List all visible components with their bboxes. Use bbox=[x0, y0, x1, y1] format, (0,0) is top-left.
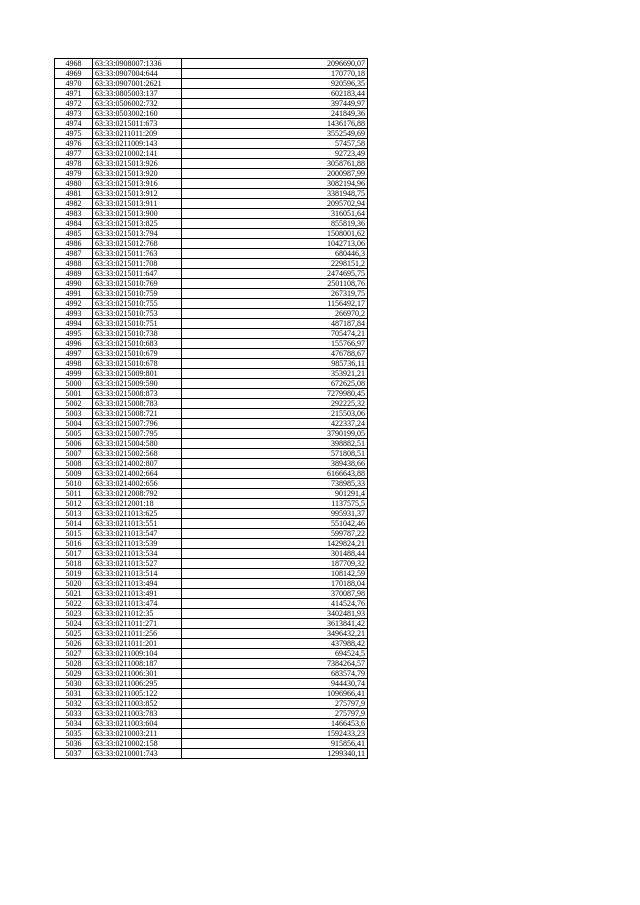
cadastral-number-cell: 63:33:0215011:763 bbox=[93, 249, 182, 259]
cadastral-number-cell: 63:33:0211009:143 bbox=[93, 139, 182, 149]
row-number-cell: 4971 bbox=[55, 89, 93, 99]
cadastral-number-cell: 63:33:0211013:539 bbox=[93, 539, 182, 549]
row-number-cell: 4990 bbox=[55, 279, 93, 289]
cadastral-value-cell: 602183,44 bbox=[182, 89, 368, 99]
cadastral-number-cell: 63:33:0215010:683 bbox=[93, 339, 182, 349]
cadastral-value-cell: 1137575,5 bbox=[182, 499, 368, 509]
row-number-cell: 5036 bbox=[55, 739, 93, 749]
cadastral-value-cell: 476788,67 bbox=[182, 349, 368, 359]
cadastral-value-cell: 3496432,21 bbox=[182, 629, 368, 639]
cadastral-number-cell: 63:33:0214002:664 bbox=[93, 469, 182, 479]
row-number-cell: 4999 bbox=[55, 369, 93, 379]
table-row bbox=[55, 539, 368, 549]
cadastral-value-cell: 92723,49 bbox=[182, 149, 368, 159]
cadastral-value-cell: 1299340,11 bbox=[182, 749, 368, 759]
cadastral-value-cell: 2474695,75 bbox=[182, 269, 368, 279]
row-number-cell: 5022 bbox=[55, 599, 93, 609]
table-row bbox=[55, 749, 368, 759]
cadastral-number-cell: 63:33:0215009:590 bbox=[93, 379, 182, 389]
table-row bbox=[55, 729, 368, 739]
cadastral-value-cell: 3402481,93 bbox=[182, 609, 368, 619]
cadastral-value-cell: 680446,3 bbox=[182, 249, 368, 259]
table-row bbox=[55, 219, 368, 229]
cadastral-number-cell: 63:33:0211013:547 bbox=[93, 529, 182, 539]
table-row bbox=[55, 339, 368, 349]
cadastral-number-cell: 63:33:0211013:551 bbox=[93, 519, 182, 529]
row-number-cell: 5026 bbox=[55, 639, 93, 649]
cadastral-number-cell: 63:33:0907004:644 bbox=[93, 69, 182, 79]
row-number-cell: 4993 bbox=[55, 309, 93, 319]
cadastral-number-cell: 63:33:0805003:137 bbox=[93, 89, 182, 99]
cadastral-number-cell: 63:33:0211013:474 bbox=[93, 599, 182, 609]
table-row bbox=[55, 739, 368, 749]
cadastral-number-cell: 63:33:0211011:271 bbox=[93, 619, 182, 629]
cadastral-value-cell: 6166643,88 bbox=[182, 469, 368, 479]
row-number-cell: 4976 bbox=[55, 139, 93, 149]
row-number-cell: 5000 bbox=[55, 379, 93, 389]
row-number-cell: 5033 bbox=[55, 709, 93, 719]
row-number-cell: 4988 bbox=[55, 259, 93, 269]
cadastral-number-cell: 63:33:0215010:679 bbox=[93, 349, 182, 359]
cadastral-number-cell: 63:33:0211008:187 bbox=[93, 659, 182, 669]
table-row bbox=[55, 589, 368, 599]
table-row bbox=[55, 449, 368, 459]
table-row bbox=[55, 69, 368, 79]
table-row bbox=[55, 279, 368, 289]
table-row bbox=[55, 299, 368, 309]
cadastral-number-cell: 63:33:0215010:751 bbox=[93, 319, 182, 329]
cadastral-number-cell: 63:33:0211013:514 bbox=[93, 569, 182, 579]
row-number-cell: 4989 bbox=[55, 269, 93, 279]
cadastral-number-cell: 63:33:0210002:158 bbox=[93, 739, 182, 749]
cadastral-number-cell: 63:33:0215012:768 bbox=[93, 239, 182, 249]
row-number-cell: 4968 bbox=[55, 59, 93, 69]
cadastral-value-cell: 389438,66 bbox=[182, 459, 368, 469]
table-row bbox=[55, 159, 368, 169]
row-number-cell: 4985 bbox=[55, 229, 93, 239]
cadastral-number-cell: 63:33:0215013:794 bbox=[93, 229, 182, 239]
table-row bbox=[55, 329, 368, 339]
cadastral-value-cell: 422337,24 bbox=[182, 419, 368, 429]
cadastral-value-cell: 1436176,88 bbox=[182, 119, 368, 129]
cadastral-number-cell: 63:33:0211012:35 bbox=[93, 609, 182, 619]
row-number-cell: 4992 bbox=[55, 299, 93, 309]
table-row bbox=[55, 669, 368, 679]
table-row bbox=[55, 59, 368, 69]
row-number-cell: 5003 bbox=[55, 409, 93, 419]
table-row bbox=[55, 359, 368, 369]
cadastral-number-cell: 63:33:0215010:738 bbox=[93, 329, 182, 339]
cadastral-number-cell: 63:33:0212008:792 bbox=[93, 489, 182, 499]
row-number-cell: 4995 bbox=[55, 329, 93, 339]
cadastral-number-cell: 63:33:0210002:141 bbox=[93, 149, 182, 159]
table-row bbox=[55, 719, 368, 729]
row-number-cell: 5017 bbox=[55, 549, 93, 559]
cadastral-value-cell: 915856,41 bbox=[182, 739, 368, 749]
row-number-cell: 5012 bbox=[55, 499, 93, 509]
table-row bbox=[55, 319, 368, 329]
row-number-cell: 4970 bbox=[55, 79, 93, 89]
cadastral-number-cell: 63:33:0211011:201 bbox=[93, 639, 182, 649]
cadastral-value-cell: 370087,98 bbox=[182, 589, 368, 599]
row-number-cell: 5010 bbox=[55, 479, 93, 489]
cadastral-value-cell: 3552549,69 bbox=[182, 129, 368, 139]
cadastral-value-cell: 738985,33 bbox=[182, 479, 368, 489]
cadastral-value-cell: 2501108,76 bbox=[182, 279, 368, 289]
cadastral-number-cell: 63:33:0214002:807 bbox=[93, 459, 182, 469]
table-row bbox=[55, 469, 368, 479]
table-row bbox=[55, 489, 368, 499]
cadastral-value-cell: 1508001,62 bbox=[182, 229, 368, 239]
row-number-cell: 5027 bbox=[55, 649, 93, 659]
row-number-cell: 4994 bbox=[55, 319, 93, 329]
cadastral-number-cell: 63:33:0215008:721 bbox=[93, 409, 182, 419]
cadastral-value-cell: 694524,5 bbox=[182, 649, 368, 659]
table-row bbox=[55, 649, 368, 659]
table-row bbox=[55, 529, 368, 539]
cadastral-value-cell: 3381948,75 bbox=[182, 189, 368, 199]
row-number-cell: 5004 bbox=[55, 419, 93, 429]
table-row bbox=[55, 499, 368, 509]
table-row bbox=[55, 249, 368, 259]
cadastral-value-cell: 683574,79 bbox=[182, 669, 368, 679]
table-row bbox=[55, 419, 368, 429]
row-number-cell: 4977 bbox=[55, 149, 93, 159]
cadastral-value-cell: 920596,35 bbox=[182, 79, 368, 89]
row-number-cell: 5035 bbox=[55, 729, 93, 739]
cadastral-value-cell: 215503,06 bbox=[182, 409, 368, 419]
cadastral-value-cell: 170770,18 bbox=[182, 69, 368, 79]
cadastral-value-cell: 1042713,06 bbox=[182, 239, 368, 249]
cadastral-number-cell: 63:33:0215004:580 bbox=[93, 439, 182, 449]
row-number-cell: 5020 bbox=[55, 579, 93, 589]
cadastral-number-cell: 63:33:0211006:295 bbox=[93, 679, 182, 689]
row-number-cell: 5014 bbox=[55, 519, 93, 529]
table-row bbox=[55, 179, 368, 189]
cadastral-number-cell: 63:33:0211009:104 bbox=[93, 649, 182, 659]
row-number-cell: 4998 bbox=[55, 359, 93, 369]
row-number-cell: 5028 bbox=[55, 659, 93, 669]
cadastral-value-cell: 7384264,57 bbox=[182, 659, 368, 669]
table-row bbox=[55, 559, 368, 569]
cadastral-number-cell: 63:33:0211003:604 bbox=[93, 719, 182, 729]
cadastral-value-cell: 275797,9 bbox=[182, 699, 368, 709]
cadastral-value-cell: 155766,97 bbox=[182, 339, 368, 349]
table-row bbox=[55, 309, 368, 319]
row-number-cell: 4984 bbox=[55, 219, 93, 229]
cadastral-number-cell: 63:33:0211005:122 bbox=[93, 689, 182, 699]
row-number-cell: 5021 bbox=[55, 589, 93, 599]
cadastral-number-cell: 63:33:0215010:759 bbox=[93, 289, 182, 299]
cadastral-number-cell: 63:33:0215007:796 bbox=[93, 419, 182, 429]
table-row bbox=[55, 689, 368, 699]
table-row bbox=[55, 479, 368, 489]
cadastral-value-cell: 3790199,05 bbox=[182, 429, 368, 439]
row-number-cell: 4982 bbox=[55, 199, 93, 209]
cadastral-value-cell: 672625,08 bbox=[182, 379, 368, 389]
table-row bbox=[55, 349, 368, 359]
cadastral-value-cell: 599787,22 bbox=[182, 529, 368, 539]
table-row bbox=[55, 459, 368, 469]
table-row bbox=[55, 119, 368, 129]
cadastral-value-cell: 487187,84 bbox=[182, 319, 368, 329]
table-row bbox=[55, 259, 368, 269]
cadastral-number-cell: 63:33:0215013:912 bbox=[93, 189, 182, 199]
row-number-cell: 5011 bbox=[55, 489, 93, 499]
row-number-cell: 5006 bbox=[55, 439, 93, 449]
cadastral-number-cell: 63:33:0215011:708 bbox=[93, 259, 182, 269]
table-row bbox=[55, 199, 368, 209]
cadastral-value-cell: 2000987,99 bbox=[182, 169, 368, 179]
cadastral-number-cell: 63:33:0210001:743 bbox=[93, 749, 182, 759]
cadastral-number-cell: 63:33:0211013:494 bbox=[93, 579, 182, 589]
cadastral-value-cell: 292225,32 bbox=[182, 399, 368, 409]
cadastral-value-cell: 705474,21 bbox=[182, 329, 368, 339]
cadastral-value-cell: 3082194,96 bbox=[182, 179, 368, 189]
table-row bbox=[55, 209, 368, 219]
cadastral-value-cell: 1156492,17 bbox=[182, 299, 368, 309]
cadastral-number-cell: 63:33:0506002:732 bbox=[93, 99, 182, 109]
table-row bbox=[55, 79, 368, 89]
row-number-cell: 5037 bbox=[55, 749, 93, 759]
cadastral-number-cell: 63:33:0215010:755 bbox=[93, 299, 182, 309]
row-number-cell: 5034 bbox=[55, 719, 93, 729]
row-number-cell: 4980 bbox=[55, 179, 93, 189]
row-number-cell: 5009 bbox=[55, 469, 93, 479]
table-row bbox=[55, 239, 368, 249]
cadastral-number-cell: 63:33:0215007:795 bbox=[93, 429, 182, 439]
cadastral-number-cell: 63:33:0215013:900 bbox=[93, 209, 182, 219]
table-row bbox=[55, 379, 368, 389]
table-row bbox=[55, 399, 368, 409]
row-number-cell: 4983 bbox=[55, 209, 93, 219]
cadastral-number-cell: 63:33:0215002:568 bbox=[93, 449, 182, 459]
cadastral-value-cell: 1592433,23 bbox=[182, 729, 368, 739]
table-row bbox=[55, 89, 368, 99]
cadastral-number-cell: 63:33:0212001:18 bbox=[93, 499, 182, 509]
cadastral-number-cell: 63:33:0211003:783 bbox=[93, 709, 182, 719]
row-number-cell: 4991 bbox=[55, 289, 93, 299]
row-number-cell: 5005 bbox=[55, 429, 93, 439]
row-number-cell: 4981 bbox=[55, 189, 93, 199]
row-number-cell: 5018 bbox=[55, 559, 93, 569]
cadastral-number-cell: 63:33:0214002:656 bbox=[93, 479, 182, 489]
cadastral-value-cell: 316051,64 bbox=[182, 209, 368, 219]
table-row bbox=[55, 599, 368, 609]
row-number-cell: 4969 bbox=[55, 69, 93, 79]
cadastral-number-cell: 63:33:0211003:852 bbox=[93, 699, 182, 709]
row-number-cell: 4978 bbox=[55, 159, 93, 169]
table-row bbox=[55, 429, 368, 439]
cadastral-value-cell: 571808,51 bbox=[182, 449, 368, 459]
row-number-cell: 5031 bbox=[55, 689, 93, 699]
cadastral-value-cell: 901291,4 bbox=[182, 489, 368, 499]
cadastral-number-cell: 63:33:0215011:673 bbox=[93, 119, 182, 129]
cadastral-value-cell: 944430,74 bbox=[182, 679, 368, 689]
cadastral-number-cell: 63:33:0211013:625 bbox=[93, 509, 182, 519]
cadastral-value-cell: 2096690,07 bbox=[182, 59, 368, 69]
cadastral-value-cell: 57457,58 bbox=[182, 139, 368, 149]
cadastral-value-cell: 170188,04 bbox=[182, 579, 368, 589]
cadastral-number-cell: 63:33:0503002:160 bbox=[93, 109, 182, 119]
row-number-cell: 5013 bbox=[55, 509, 93, 519]
cadastral-value-cell: 414524,76 bbox=[182, 599, 368, 609]
cadastral-number-cell: 63:33:0211006:301 bbox=[93, 669, 182, 679]
cadastral-value-cell: 1096966,41 bbox=[182, 689, 368, 699]
table-row bbox=[55, 629, 368, 639]
cadastral-number-cell: 63:33:0215010:678 bbox=[93, 359, 182, 369]
table-row bbox=[55, 609, 368, 619]
table-row bbox=[55, 99, 368, 109]
table-row bbox=[55, 659, 368, 669]
cadastral-value-cell: 397449,97 bbox=[182, 99, 368, 109]
cadastral-number-cell: 63:33:0215008:783 bbox=[93, 399, 182, 409]
table-row bbox=[55, 389, 368, 399]
table-row bbox=[55, 409, 368, 419]
cadastral-value-cell: 1429824,21 bbox=[182, 539, 368, 549]
cadastral-value-cell: 353921,21 bbox=[182, 369, 368, 379]
cadastral-value-cell: 995931,37 bbox=[182, 509, 368, 519]
cadastral-value-cell: 266970,2 bbox=[182, 309, 368, 319]
table-row bbox=[55, 439, 368, 449]
table-row bbox=[55, 109, 368, 119]
table-row bbox=[55, 189, 368, 199]
cadastral-number-cell: 63:33:0211011:209 bbox=[93, 129, 182, 139]
table-row bbox=[55, 139, 368, 149]
table-body bbox=[55, 59, 368, 759]
cadastral-number-cell: 63:33:0215008:873 bbox=[93, 389, 182, 399]
cadastral-value-cell: 187709,32 bbox=[182, 559, 368, 569]
table-row bbox=[55, 149, 368, 159]
cadastral-value-table bbox=[54, 58, 368, 759]
row-number-cell: 4973 bbox=[55, 109, 93, 119]
cadastral-value-cell: 3058761,88 bbox=[182, 159, 368, 169]
cadastral-number-cell: 63:33:0907001:2621 bbox=[93, 79, 182, 89]
table-row bbox=[55, 289, 368, 299]
row-number-cell: 4974 bbox=[55, 119, 93, 129]
row-number-cell: 5030 bbox=[55, 679, 93, 689]
cadastral-number-cell: 63:33:0908007:1336 bbox=[93, 59, 182, 69]
cadastral-value-cell: 2095702,94 bbox=[182, 199, 368, 209]
row-number-cell: 5002 bbox=[55, 399, 93, 409]
cadastral-number-cell: 63:33:0215013:911 bbox=[93, 199, 182, 209]
cadastral-number-cell: 63:33:0215010:753 bbox=[93, 309, 182, 319]
row-number-cell: 4997 bbox=[55, 349, 93, 359]
cadastral-value-cell: 437988,42 bbox=[182, 639, 368, 649]
row-number-cell: 5008 bbox=[55, 459, 93, 469]
table-row bbox=[55, 509, 368, 519]
cadastral-number-cell: 63:33:0215013:825 bbox=[93, 219, 182, 229]
cadastral-number-cell: 63:33:0211011:256 bbox=[93, 629, 182, 639]
cadastral-value-cell: 267319,75 bbox=[182, 289, 368, 299]
table-row bbox=[55, 579, 368, 589]
table-row bbox=[55, 679, 368, 689]
table-row bbox=[55, 269, 368, 279]
table-row bbox=[55, 619, 368, 629]
row-number-cell: 5016 bbox=[55, 539, 93, 549]
table-row bbox=[55, 519, 368, 529]
cadastral-value-cell: 108142,59 bbox=[182, 569, 368, 579]
cadastral-number-cell: 63:33:0215010:769 bbox=[93, 279, 182, 289]
row-number-cell: 5024 bbox=[55, 619, 93, 629]
row-number-cell: 4975 bbox=[55, 129, 93, 139]
table-row bbox=[55, 129, 368, 139]
table-row bbox=[55, 639, 368, 649]
cadastral-number-cell: 63:33:0215013:916 bbox=[93, 179, 182, 189]
row-number-cell: 5019 bbox=[55, 569, 93, 579]
row-number-cell: 5029 bbox=[55, 669, 93, 679]
cadastral-number-cell: 63:33:0211013:534 bbox=[93, 549, 182, 559]
row-number-cell: 4996 bbox=[55, 339, 93, 349]
cadastral-value-cell: 398882,51 bbox=[182, 439, 368, 449]
table-row bbox=[55, 569, 368, 579]
table-row bbox=[55, 169, 368, 179]
row-number-cell: 4987 bbox=[55, 249, 93, 259]
cadastral-number-cell: 63:33:0211013:491 bbox=[93, 589, 182, 599]
row-number-cell: 5025 bbox=[55, 629, 93, 639]
cadastral-value-cell: 1466453,6 bbox=[182, 719, 368, 729]
cadastral-number-cell: 63:33:0210003:211 bbox=[93, 729, 182, 739]
cadastral-value-cell: 7279980,45 bbox=[182, 389, 368, 399]
table-row bbox=[55, 699, 368, 709]
cadastral-number-cell: 63:33:0215013:926 bbox=[93, 159, 182, 169]
table-row bbox=[55, 369, 368, 379]
row-number-cell: 4986 bbox=[55, 239, 93, 249]
cadastral-value-cell: 275797,9 bbox=[182, 709, 368, 719]
cadastral-value-cell: 2298151,2 bbox=[182, 259, 368, 269]
row-number-cell: 5032 bbox=[55, 699, 93, 709]
cadastral-value-cell: 3613841,42 bbox=[182, 619, 368, 629]
cadastral-number-cell: 63:33:0215013:920 bbox=[93, 169, 182, 179]
row-number-cell: 5023 bbox=[55, 609, 93, 619]
cadastral-number-cell: 63:33:0215009:801 bbox=[93, 369, 182, 379]
cadastral-value-cell: 551042,46 bbox=[182, 519, 368, 529]
cadastral-value-cell: 855819,36 bbox=[182, 219, 368, 229]
table-row bbox=[55, 229, 368, 239]
cadastral-value-cell: 301488,44 bbox=[182, 549, 368, 559]
cadastral-number-cell: 63:33:0211013:527 bbox=[93, 559, 182, 569]
row-number-cell: 5015 bbox=[55, 529, 93, 539]
table-row bbox=[55, 709, 368, 719]
row-number-cell: 5007 bbox=[55, 449, 93, 459]
cadastral-value-cell: 985736,11 bbox=[182, 359, 368, 369]
row-number-cell: 5001 bbox=[55, 389, 93, 399]
cadastral-value-cell: 241849,36 bbox=[182, 109, 368, 119]
row-number-cell: 4972 bbox=[55, 99, 93, 109]
cadastral-number-cell: 63:33:0215011:647 bbox=[93, 269, 182, 279]
table-row bbox=[55, 549, 368, 559]
row-number-cell: 4979 bbox=[55, 169, 93, 179]
